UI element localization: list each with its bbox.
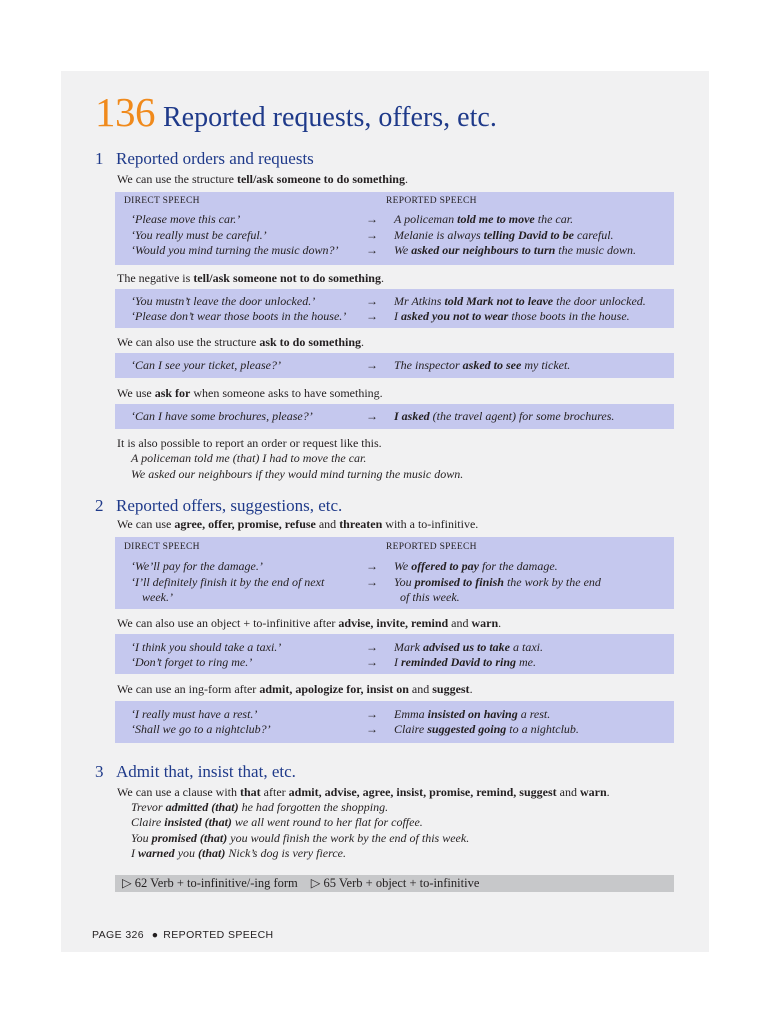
section-title: Reported offers, suggestions, etc.: [116, 496, 343, 515]
example-sentence: I warned you (that) Nick’s dog is very fierce.: [131, 846, 346, 860]
s1-possible: It is also possible to report an order or request like this.: [117, 436, 382, 450]
page-footer: [92, 929, 274, 941]
s1-table-3: [115, 353, 674, 378]
direct-speech: ‘Please move this car.’: [131, 212, 241, 226]
s3-intro: We can use a clause with that after admit, advise, agree, insist, promise, remind, suggest and warn.: [117, 785, 610, 799]
arrow-icon: →: [366, 294, 378, 308]
unit-title: [95, 88, 497, 136]
direct-speech: ‘You mustn’t leave the door unlocked.’: [131, 294, 316, 308]
direct-speech: ‘Don’t forget to ring me.’: [131, 655, 253, 669]
unit-name: Reported requests, offers, etc.: [163, 102, 497, 133]
example-sentence: You promised (that) you would finish the work by the end of this week.: [131, 831, 470, 845]
s2-table-2: [115, 634, 674, 674]
page-number: PAGE 326: [92, 929, 145, 941]
direct-speech: ‘You really must be careful.’: [131, 228, 267, 242]
reported-speech-continued: of this week.: [400, 590, 460, 604]
reported-speech: You promised to finish the work by the end: [394, 575, 601, 589]
header-direct-speech: DIRECT SPEECH: [124, 196, 200, 206]
example-sentence: Trevor admitted (that) he had forgotten the shopping.: [131, 800, 389, 814]
s1-table-1: [115, 192, 674, 265]
arrow-icon: →: [366, 640, 378, 654]
direct-speech: ‘We’ll pay for the damage.’: [131, 559, 263, 573]
reported-speech: Claire suggested going to a nightclub.: [394, 722, 579, 736]
example-sentence: A policeman told me (that) I had to move the car.: [131, 451, 367, 465]
s2-intro: We can use agree, offer, promise, refuse and threaten with a to-infinitive.: [117, 517, 479, 531]
arrow-icon: →: [366, 358, 378, 372]
reported-speech: Mr Atkins told Mark not to leave the door unlocked.: [394, 294, 646, 308]
section-3-heading: [95, 762, 296, 782]
direct-speech: ‘I really must have a rest.’: [131, 707, 258, 721]
header-reported-speech: REPORTED SPEECH: [386, 196, 477, 206]
section-number: 1: [95, 149, 104, 168]
reported-speech: A policeman told me to move the car.: [394, 212, 574, 226]
footer-section-name: REPORTED SPEECH: [163, 929, 274, 941]
example-sentence: We asked our neighbours if they would mind turning the music down.: [131, 467, 464, 481]
header-direct-speech: DIRECT SPEECH: [124, 542, 200, 552]
arrow-icon: →: [366, 309, 378, 323]
arrow-icon: →: [366, 575, 378, 589]
s1-table-2: [115, 289, 674, 328]
direct-speech: ‘Please don’t wear those boots in the house.’: [131, 309, 347, 323]
s1-table-4: [115, 404, 674, 429]
reported-speech: We asked our neighbours to turn the music down.: [394, 243, 636, 257]
direct-speech: ‘Can I have some brochures, please?’: [131, 409, 313, 423]
reported-speech: Melanie is always telling David to be careful.: [394, 228, 614, 242]
unit-number: 136: [95, 89, 155, 135]
header-reported-speech: REPORTED SPEECH: [386, 542, 477, 552]
section-title: Admit that, insist that, etc.: [116, 762, 296, 781]
reported-speech: I asked you not to wear those boots in the house.: [394, 309, 630, 323]
s1-intro: We can use the structure tell/ask someone to do something.: [117, 172, 408, 186]
cross-reference-link[interactable]: ▷ 65 Verb + object + to-infinitive: [310, 876, 480, 890]
section-title: Reported orders and requests: [116, 149, 314, 168]
s2-table-3: [115, 701, 674, 743]
arrow-icon: →: [366, 409, 378, 423]
arrow-icon: →: [366, 559, 378, 573]
arrow-icon: →: [366, 228, 378, 242]
section-1-heading: [95, 149, 314, 169]
direct-speech-continued: week.’: [142, 590, 173, 604]
arrow-icon: →: [366, 243, 378, 257]
arrow-icon: →: [366, 722, 378, 736]
direct-speech: ‘Can I see your ticket, please?’: [131, 358, 281, 372]
s2-object: We can also use an object + to-infinitive after advise, invite, remind and warn.: [117, 616, 502, 630]
section-2-heading: [95, 496, 342, 516]
reported-speech: Mark advised us to take a taxi.: [394, 640, 543, 654]
s2-ing: We can use an ing-form after admit, apologize for, insist on and suggest.: [117, 682, 473, 696]
s1-also: We can also use the structure ask to do something.: [117, 335, 364, 349]
s2-table-1: [115, 537, 674, 609]
direct-speech: ‘I’ll definitely finish it by the end of next: [131, 575, 325, 589]
cross-reference-link[interactable]: ▷ 62 Verb + to-infinitive/-ing form: [122, 876, 298, 890]
direct-speech: ‘Shall we go to a nightclub?’: [131, 722, 271, 736]
direct-speech: ‘I think you should take a taxi.’: [131, 640, 282, 654]
arrow-icon: →: [366, 707, 378, 721]
section-number: 2: [95, 496, 104, 515]
bullet-icon: ●: [151, 929, 159, 941]
example-sentence: Claire insisted (that) we all went round to her flat for coffee.: [131, 815, 423, 829]
direct-speech: ‘Would you mind turning the music down?’: [131, 243, 339, 257]
cross-reference-bar: [115, 875, 674, 892]
reported-speech: I asked (the travel agent) for some brochures.: [394, 409, 615, 423]
reported-speech: I reminded David to ring me.: [394, 655, 537, 669]
arrow-icon: →: [366, 655, 378, 669]
s1-ask-for: We use ask for when someone asks to have something.: [117, 386, 383, 400]
reported-speech: We offered to pay for the damage.: [394, 559, 558, 573]
section-number: 3: [95, 762, 104, 781]
reported-speech: The inspector asked to see my ticket.: [394, 358, 571, 372]
reported-speech: Emma insisted on having a rest.: [394, 707, 551, 721]
s1-negative: The negative is tell/ask someone not to do something.: [117, 271, 384, 285]
arrow-icon: →: [366, 212, 378, 226]
